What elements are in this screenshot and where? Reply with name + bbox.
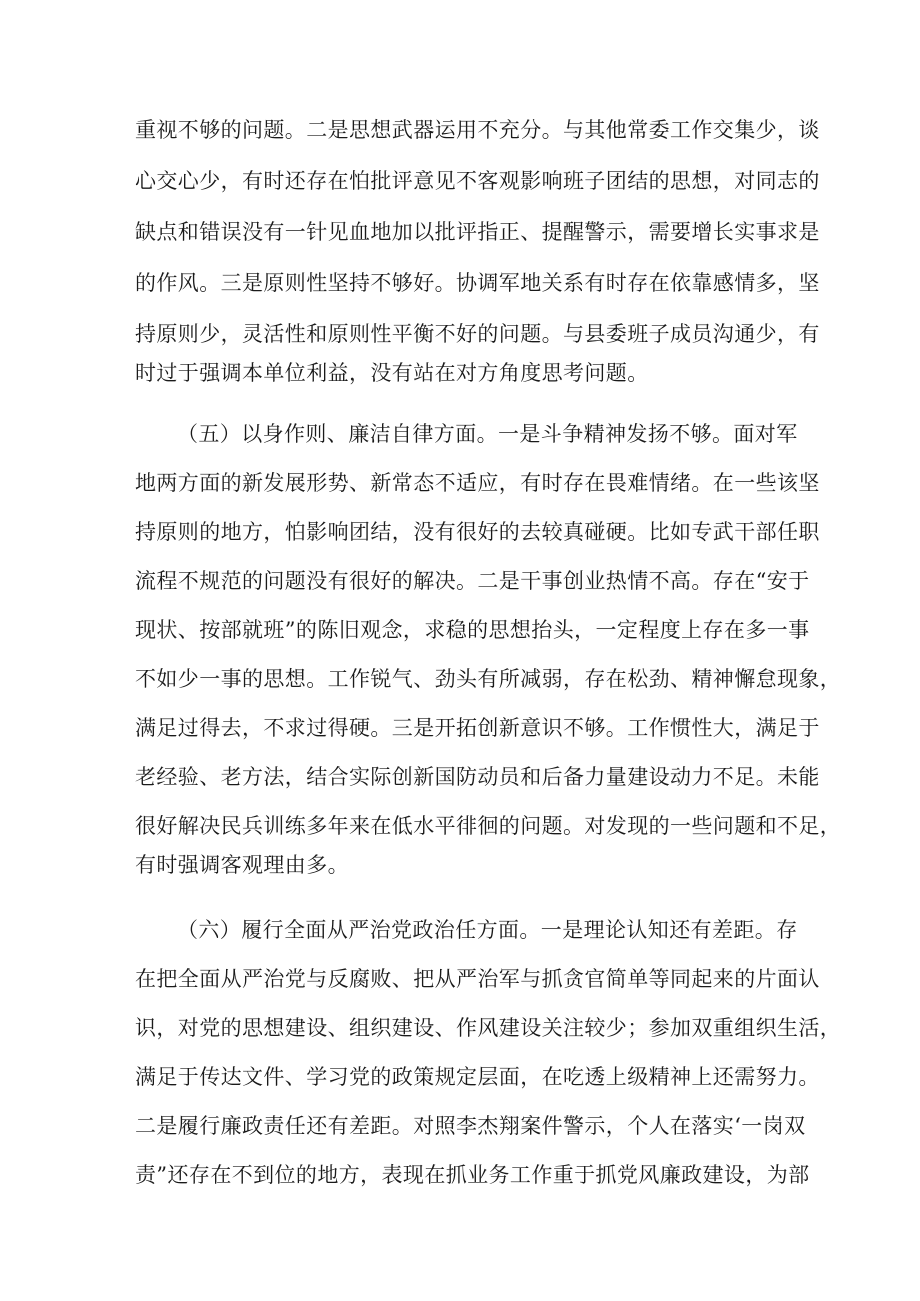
text-line: 有时强调客观理由多。 bbox=[135, 853, 349, 877]
text-line: 满足于传达文件、学习党的政策规定层面，在吃透上级精神上还需努力。 bbox=[135, 1065, 820, 1089]
text-line: 满足过得去，不求过得硬。三是开拓创新意识不够。工作惯性大，满足于 bbox=[135, 716, 820, 740]
text-line: 流程不规范的问题没有很好的解决。二是干事创业热情不高。存在“安于 bbox=[135, 569, 810, 593]
text-line: 二是履行廉政责任还有差距。对照李杰翔案件警示，个人在落实‘一岗双 bbox=[135, 1114, 806, 1138]
section-heading-line: （六）履行全面从严治党政治任方面。一是理论认知还有差距。存 bbox=[177, 918, 798, 942]
text-line: 的作风。三是原则性坚持不够好。协调军地关系有时存在依靠感情多，坚 bbox=[135, 271, 820, 295]
text-line: 持原则少，灵活性和原则性平衡不好的问题。与县委班子成员沟通少，有 bbox=[135, 322, 820, 346]
text-line: 老经验、老方法，结合实际创新国防动员和后备力量建设动力不足。未能 bbox=[135, 765, 820, 789]
text-line: 责”还存在不到位的地方，表现在抓业务工作重于抓党风廉政建设，为部 bbox=[135, 1163, 810, 1187]
text-line: 时过于强调本单位利益，没有站在对方角度思考问题。 bbox=[135, 361, 649, 385]
text-line: 不如少一事的思想。工作锐气、劲头有所减弱，存在松劲、精神懈怠现象， bbox=[135, 667, 842, 691]
text-line: 识，对党的思想建设、组织建设、作风建设关注较少；参加双重组织生活， bbox=[135, 1016, 842, 1040]
text-line: 很好解决民兵训练多年来在低水平徘徊的问题。对发现的一些问题和不足， bbox=[135, 814, 842, 838]
text-line: 地两方面的新发展形势、新常态不适应，有时存在畏难情绪。在一些该坚 bbox=[135, 471, 820, 495]
text-line: 持原则的地方，怕影响团结，没有很好的去较真碰硬。比如专武干部任职 bbox=[135, 520, 820, 544]
text-line: 现状、按部就班”的陈旧观念，求稳的思想抬头，一定程度上存在多一事 bbox=[135, 618, 810, 642]
text-line: 重视不够的问题。二是思想武器运用不充分。与其他常委工作交集少，谈 bbox=[135, 118, 820, 142]
section-heading-line: （五）以身作则、廉洁自律方面。一是斗争精神发扬不够。面对军 bbox=[177, 422, 798, 446]
text-line: 在把全面从严治党与反腐败、把从严治军与抓贪官简单等同起来的片面认 bbox=[135, 967, 820, 991]
text-line: 心交心少，有时还存在怕批评意见不客观影响班子团结的思想，对同志的 bbox=[135, 169, 820, 193]
text-line: 缺点和错误没有一针见血地加以批评指正、提醒警示，需要增长实事求是 bbox=[135, 220, 820, 244]
